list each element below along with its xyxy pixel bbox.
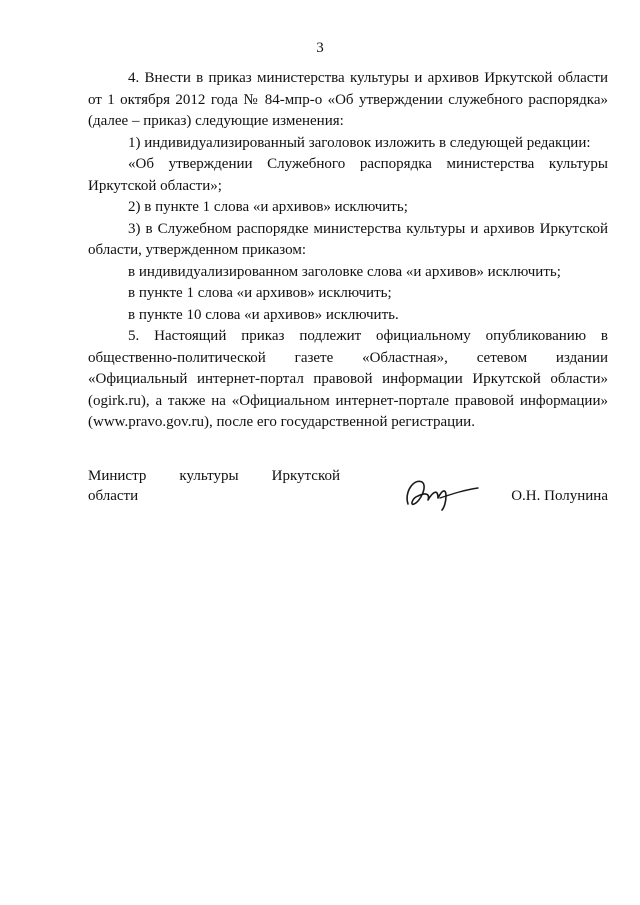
subitem-2: 2) в пункте 1 слова «и архивов» исключить; — [128, 199, 408, 215]
document-body — [88, 68, 608, 434]
quoted-new-title: «Об утверждении Служебного распорядка министерства культуры Иркутской области»; — [88, 156, 608, 194]
page-number: 3 — [316, 40, 324, 56]
subitem-3: 3) в Служебном распорядке министерства культуры и архивов Иркутской области, утвержденном приказом: — [88, 220, 608, 258]
handwritten-signature — [400, 468, 480, 512]
signatory-title-line-2: области — [88, 488, 139, 504]
subitem-1: 1) индивидуализированный заголовок изложить в следующей редакции: — [128, 134, 591, 151]
paragraph-item-5: 5. Настоящий приказ подлежит официальному опубликованию в общественно-политической газете «Областная», сетевом издании «Официальный интернет-портал правовой информации Иркутской области» (ogirk.ru), а также на «Официальном интернет-портале правовой информации» (www.pravo.gov.ru), после его государственной регистрации. — [88, 328, 608, 430]
signature-block — [88, 466, 608, 526]
signatory-title-line-1: Министр культуры Иркутской — [88, 468, 340, 484]
subitem-3-line-c: в пункте 10 слова «и архивов» исключить. — [128, 306, 399, 323]
signatory-name: О.Н. Полунина — [511, 488, 608, 504]
subitem-3-line-a: в индивидуализированном заголовке слова «и архивов» исключить; — [128, 263, 561, 280]
subitem-3-line-b: в пункте 1 слова «и архивов» исключить; — [128, 285, 392, 301]
paragraph-item-4: 4. Внести в приказ министерства культуры и архивов Иркутской области от 1 октября 2012 года № 84-мпр-о «Об утверждении служебного распорядка» (далее – приказ) следующие изменения: — [88, 70, 608, 129]
signatory-title — [88, 466, 340, 506]
